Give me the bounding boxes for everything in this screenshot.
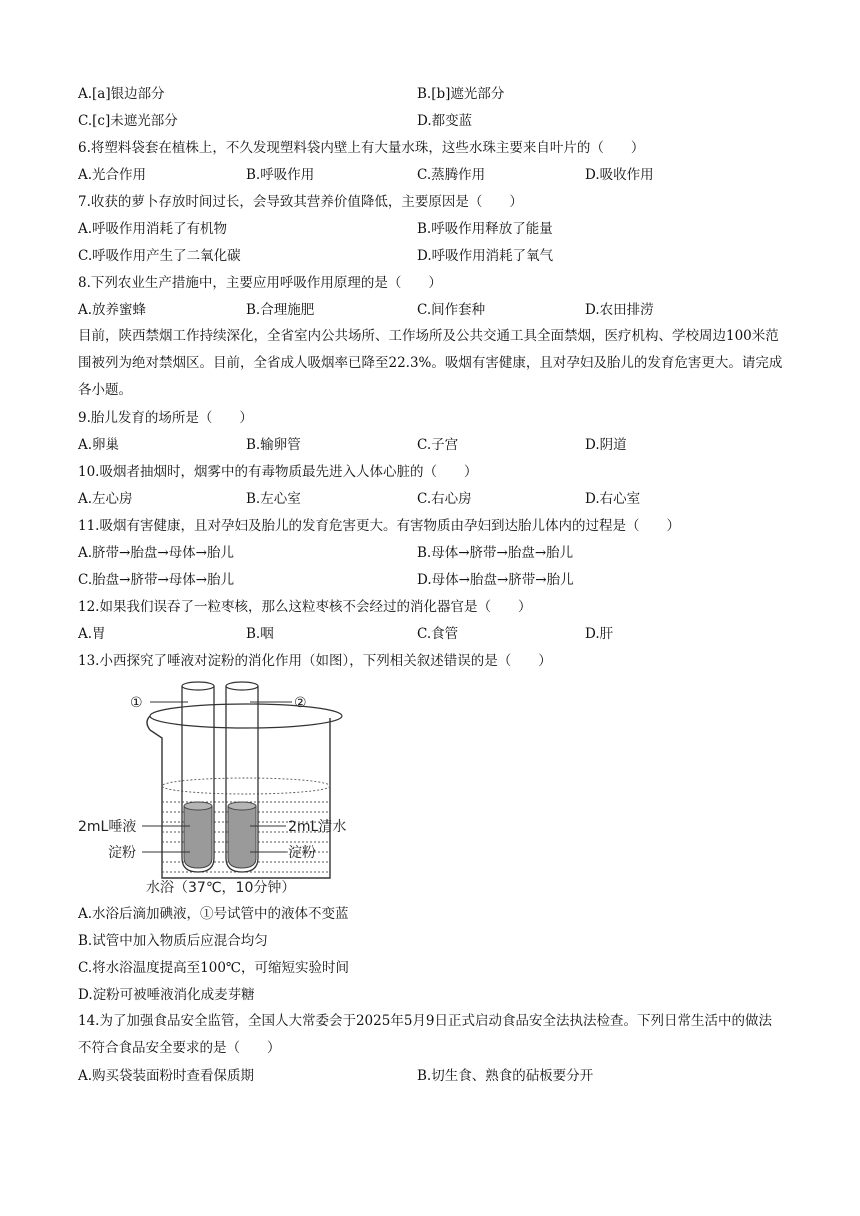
q5-option-c: C.[c]未遮光部分 bbox=[78, 113, 178, 129]
q8-options bbox=[78, 300, 798, 320]
q13-option-b: B.试管中加入物质后应混合均匀 bbox=[78, 933, 268, 949]
q9-stem: 9.胎儿发育的场所是（ ） bbox=[78, 410, 253, 426]
label-leader-lines bbox=[142, 702, 292, 852]
q10-option-a: A.左心房 bbox=[78, 491, 133, 507]
q9-option-c: C.子宫 bbox=[417, 437, 459, 453]
q9-options bbox=[78, 435, 798, 455]
q9-option-d: D.阴道 bbox=[585, 437, 627, 453]
q14-stem: 14.为了加强食品安全监管，全国人大常委会于2025年5月9日正式启动食品安全法执法检查。下列日常生活中的做法不符合食品安全要求的是（ ） bbox=[78, 1013, 773, 1056]
q8-option-d: D.农田排涝 bbox=[585, 302, 654, 318]
q10-option-d: D.右心室 bbox=[585, 491, 641, 507]
tube-2-label: ② bbox=[294, 695, 307, 711]
q14-option-b: B.切生食、熟食的砧板要分开 bbox=[417, 1068, 594, 1084]
q11-option-a: A.脐带→胎盘→母体→胎儿 bbox=[78, 545, 234, 561]
q14-options-row-1 bbox=[78, 1066, 798, 1086]
q9-option-a: A.卵巢 bbox=[78, 437, 120, 453]
q6-option-a: A.光合作用 bbox=[78, 167, 147, 183]
beaker-rim bbox=[150, 704, 342, 728]
q6-option-d: D.吸收作用 bbox=[585, 167, 654, 183]
q8-option-c: C.间作套种 bbox=[417, 302, 486, 318]
right-label-water: 2mL清水 bbox=[288, 819, 347, 835]
right-label-starch: 淀粉 bbox=[288, 845, 316, 861]
q11-options-row-2 bbox=[78, 570, 798, 590]
figure-caption: 水浴（37℃，10分钟） bbox=[146, 880, 296, 896]
q5-option-b: B.[b]遮光部分 bbox=[417, 86, 505, 102]
left-label-starch: 淀粉 bbox=[108, 845, 136, 861]
q7-option-c: C.呼吸作用产生了二氧化碳 bbox=[78, 248, 241, 264]
tube-1-label: ① bbox=[130, 695, 143, 711]
q12-options bbox=[78, 624, 798, 644]
test-tube-2 bbox=[226, 682, 258, 872]
q11-options-row-1 bbox=[78, 543, 798, 563]
q8-stem: 8.下列农业生产措施中，主要应用呼吸作用原理的是（ ） bbox=[78, 275, 442, 291]
q5-options-row-1 bbox=[78, 84, 798, 104]
q10-option-c: C.右心房 bbox=[417, 491, 472, 507]
q7-options-row-1 bbox=[78, 219, 798, 239]
q6-stem: 6.将塑料袋套在植株上，不久发现塑料袋内壁上有大量水珠，这些水珠主要来自叶片的（ ） bbox=[78, 140, 645, 156]
q12-option-a: A.胃 bbox=[78, 626, 106, 642]
q7-option-b: B.呼吸作用释放了能量 bbox=[417, 221, 553, 237]
q5-options-row-2 bbox=[78, 111, 798, 131]
q12-option-c: C.食管 bbox=[417, 626, 459, 642]
q6-options bbox=[78, 165, 798, 185]
q10-options bbox=[78, 489, 798, 509]
q11-stem: 11.吸烟有害健康，且对孕妇及胎儿的发育危害更大。有害物质由孕妇到达胎儿体内的过程是（ ） bbox=[78, 518, 680, 534]
q6-option-b: B.呼吸作用 bbox=[246, 167, 315, 183]
q13-option-d: D.淀粉可被唾液消化成麦芽糖 bbox=[78, 987, 255, 1003]
q9-option-b: B.输卵管 bbox=[246, 437, 301, 453]
q12-option-d: D.肝 bbox=[585, 626, 614, 642]
left-label-saliva: 2mL唾液 bbox=[78, 819, 137, 835]
test-tube-1 bbox=[182, 682, 214, 872]
q11-option-d: D.母体→胎盘→脐带→胎儿 bbox=[417, 572, 574, 588]
q7-option-d: D.呼吸作用消耗了氧气 bbox=[417, 248, 554, 264]
experiment-diagram bbox=[78, 678, 368, 900]
q10-stem: 10.吸烟者抽烟时，烟雾中的有毒物质最先进入人体心脏的（ ） bbox=[78, 464, 478, 480]
q7-stem: 7.收获的萝卜存放时间过长，会导致其营养价值降低，主要原因是（ ） bbox=[78, 194, 523, 210]
q13-stem: 13.小西探究了唾液对淀粉的消化作用（如图），下列相关叙述错误的是（ ） bbox=[78, 653, 552, 669]
q6-option-c: C.蒸腾作用 bbox=[417, 167, 486, 183]
q7-option-a: A.呼吸作用消耗了有机物 bbox=[78, 221, 228, 237]
q8-option-a: A.放养蜜蜂 bbox=[78, 302, 147, 318]
saliva-starch-experiment-figure bbox=[78, 678, 368, 900]
q11-option-b: B.母体→脐带→胎盘→胎儿 bbox=[417, 545, 574, 561]
q5-option-d: D.都变蓝 bbox=[417, 113, 473, 129]
q12-option-b: B.咽 bbox=[246, 626, 274, 642]
q5-option-a: A.[a]银边部分 bbox=[78, 86, 165, 102]
reading-passage: 目前，陕西禁烟工作持续深化，全省室内公共场所、工作场所及公共交通工具全面禁烟，医疗机构、学校周边100米范围被列为绝对禁烟区。目前，全省成人吸烟率已降至22.3%。吸烟有害健康，且对孕妇及胎儿的发育危害更大。请完成各小题。 bbox=[78, 328, 783, 398]
q12-stem: 12.如果我们误吞了一粒枣核，那么这粒枣核不会经过的消化器官是（ ） bbox=[78, 599, 532, 615]
q11-option-c: C.胎盘→脐带→母体→胎儿 bbox=[78, 572, 235, 588]
q13-option-c: C.将水浴温度提高至100℃，可缩短实验时间 bbox=[78, 960, 350, 976]
q7-options-row-2 bbox=[78, 246, 798, 266]
q14-option-a: A.购买袋装面粉时查看保质期 bbox=[78, 1068, 255, 1084]
q13-option-a: A.水浴后滴加碘液，①号试管中的液体不变蓝 bbox=[78, 906, 349, 922]
q8-option-b: B.合理施肥 bbox=[246, 302, 315, 318]
q10-option-b: B.左心室 bbox=[246, 491, 301, 507]
